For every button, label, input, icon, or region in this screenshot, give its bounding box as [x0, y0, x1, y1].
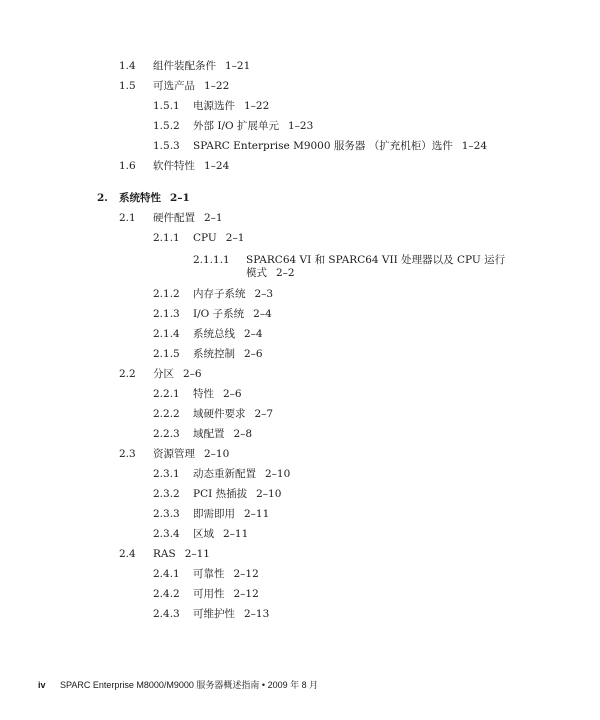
toc-entry-page: 1–22 [204, 80, 230, 92]
toc-entry-page: 1–21 [225, 60, 251, 72]
toc-entry-number: 2.3.1 [153, 468, 180, 480]
toc-entry-title: 系统控制 [193, 348, 235, 360]
toc-entry-title: PCI 热插拔 [193, 488, 248, 500]
toc-entry-page: 2–12 [233, 588, 259, 600]
toc-entry-title: 组件装配条件 [153, 60, 216, 72]
toc-entry-number: 2.1.2 [153, 288, 180, 300]
toc-entry-number: 2.2.1 [153, 388, 180, 400]
toc-entry-page: 1–24 [461, 140, 488, 152]
toc-entry-number: 2.1.4 [153, 328, 180, 340]
toc-entry-number: 2.3.4 [153, 528, 180, 540]
toc-entry-title: 区域 [193, 528, 214, 540]
toc-entry-number: 2.1.1 [153, 232, 180, 244]
toc-entry-title: SPARC64 VI 和 SPARC64 VII 处理器以及 CPU 运行 [246, 254, 506, 266]
toc-entry-number: 1.5.3 [153, 140, 180, 152]
toc-entry-number: 2.1.3 [153, 308, 180, 320]
toc-entry-number: 1.5.1 [153, 100, 180, 112]
toc-entry-title: 系统特性 [119, 192, 161, 204]
toc-entry-page: 2–8 [233, 428, 253, 440]
toc-entry-number: 2.4 [119, 548, 136, 560]
toc-entry-title: 可靠性 [193, 568, 225, 580]
toc-entry-page: 2–12 [233, 568, 259, 580]
toc-entry-number: 1.5 [119, 80, 136, 92]
toc-entry-page: 1–23 [287, 120, 314, 132]
toc-entry-page: 2–11 [184, 548, 210, 560]
toc-entry-title: 系统总线 [193, 328, 235, 340]
toc-entry-title: 可维护性 [193, 608, 235, 620]
toc-entry-number: 2.1.1.1 [193, 254, 230, 266]
toc-entry-page: 2–6 [244, 348, 263, 360]
page-number: iv [38, 680, 46, 690]
toc-entry-page: 2–1 [225, 232, 245, 244]
toc-entry-page: 2–2 [276, 267, 295, 279]
toc-entry-number: 2.4.3 [153, 608, 180, 620]
toc-entry-number: 2.1 [119, 212, 136, 224]
toc-entry-page: 2–4 [253, 308, 272, 320]
toc-entry-number: 1.5.2 [153, 120, 180, 132]
toc-entry-title-continued: 模式 [246, 267, 267, 279]
toc-entry-number: 2.2 [119, 368, 136, 380]
toc-entry-number: 2.2.3 [153, 428, 180, 440]
toc-entry-title: 即需即用 [193, 508, 235, 520]
toc-entry-title: 域硬件要求 [193, 408, 246, 420]
toc-entry-title: 特性 [193, 388, 214, 400]
toc-entry-page: 1–24 [204, 160, 230, 172]
toc-entry-number: 2.3.2 [153, 488, 180, 500]
toc-entry-page: 2–1 [204, 212, 223, 224]
toc-entry-number: 2. [97, 192, 108, 204]
toc-entry-number: 2.3 [119, 448, 136, 460]
toc-entry-page: 2–4 [244, 328, 263, 340]
toc-entry-page: 2–10 [256, 488, 282, 500]
toc-entry-number: 1.4 [119, 60, 136, 72]
toc-entry-title: RAS [153, 548, 176, 560]
toc-entry-page: 2–13 [244, 608, 270, 620]
toc-entry-page: 2–11 [244, 508, 270, 520]
toc-entry-title: SPARC Enterprise M9000 服务器 （扩充机柜）选件 [193, 140, 453, 152]
toc-entry-number: 2.1.5 [153, 348, 180, 360]
toc-entry-title: 分区 [153, 368, 174, 380]
toc-entry-title: 域配置 [193, 428, 225, 440]
toc-entry-page: 1–22 [244, 100, 270, 112]
toc-entry-title: 软件特性 [153, 160, 195, 172]
toc-entry-title: 电源选件 [193, 100, 235, 112]
toc-entry-title: 内存子系统 [193, 288, 246, 300]
toc-entry-page: 2–3 [254, 288, 274, 300]
toc-entry-number: 2.4.2 [153, 588, 180, 600]
toc-entry-number: 2.4.1 [153, 568, 180, 580]
toc-entry-page: 2–10 [265, 468, 291, 480]
toc-entry-number: 2.3.3 [153, 508, 180, 520]
toc-entry-page: 2–6 [223, 388, 242, 400]
toc-entry-number: 2.2.2 [153, 408, 180, 420]
toc-entry-title: CPU [193, 232, 217, 244]
toc-entry-page: 2–6 [183, 368, 202, 380]
toc-entry-title: 外部 I/O 扩展单元 [193, 120, 279, 132]
toc-entry-title: 动态重新配置 [193, 468, 256, 480]
toc-entry-page: 2–10 [204, 448, 230, 460]
toc-entry-page: 2–1 [170, 192, 190, 204]
footer-text: SPARC Enterprise M8000/M9000 服务器概述指南 • 2009 年 8 月 [60, 680, 319, 690]
toc-entry-page: 2–7 [254, 408, 274, 420]
toc-entry-title: 资源管理 [153, 448, 195, 460]
toc-entry-title: 可用性 [193, 588, 225, 600]
page-footer [38, 678, 318, 691]
toc-entry-number: 1.6 [119, 160, 136, 172]
toc-entry-title: I/O 子系统 [193, 308, 245, 320]
toc-entry-page: 2–11 [223, 528, 249, 540]
toc-entry-title: 可选产品 [153, 80, 195, 92]
toc-entry-title: 硬件配置 [153, 212, 195, 224]
